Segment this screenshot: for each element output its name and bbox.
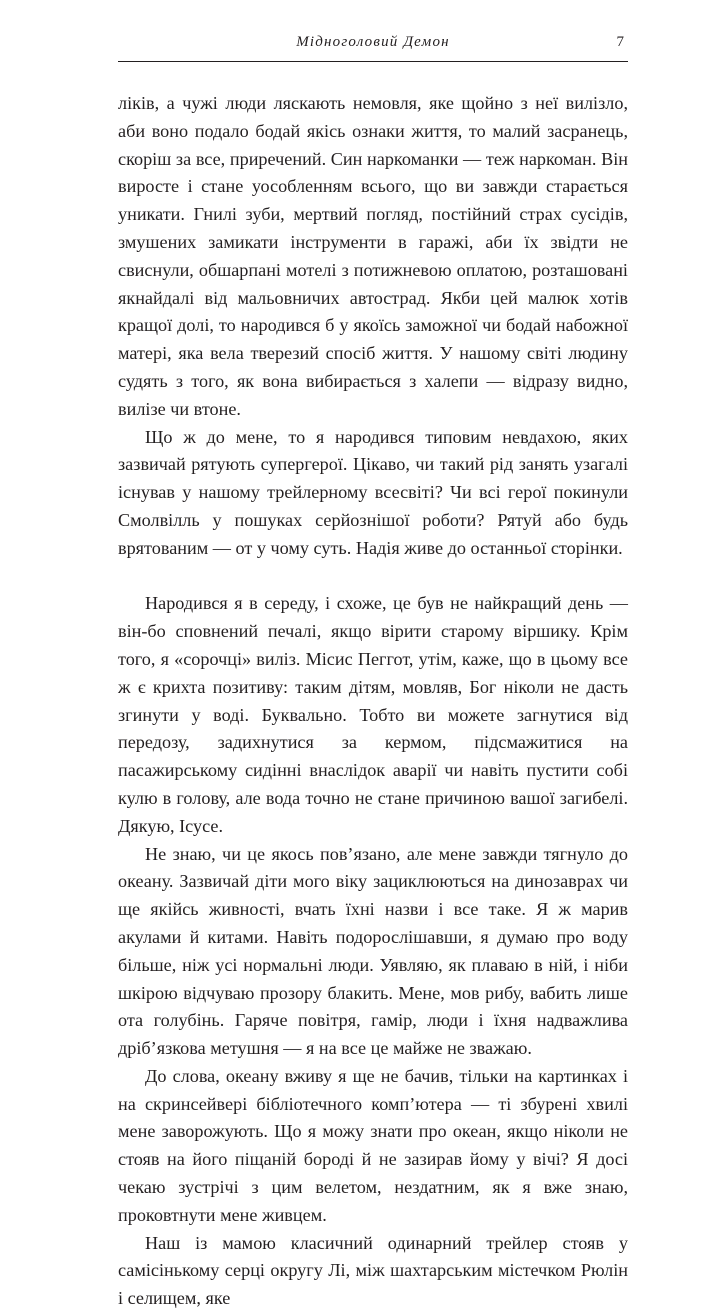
- header-rule: [118, 61, 628, 62]
- page-number: 7: [616, 34, 624, 50]
- paragraph: Народився я в середу, і схоже, це був не найкращий день — він-бо сповнений печалі, якщо вірити старому віршику. Крім того, я «сорочці» виліз. Місис Пеггот, утім, каже, що в цьому все ж є крихта позитиву: таким дітям, мовляв, Бог ніколи не дасть згинути у воді. Буквально. Тобто ви можете загнутися від передозу, задихнутися за кермом, підсмажитися на пасажирському сидінні внаслідок аварії чи навіть пустити собі кулю в голову, але вода точно не стане причиною вашої загибелі. Дякую, Ісусе.: [118, 593, 628, 836]
- paragraph: Не знаю, чи це якось пов’язано, але мене завжди тягнуло до океану. Зазвичай діти мого віку зациклюються на динозаврах чи ще якійсь живності, вчать їхні назви і все таке. Я ж марив акулами й китами. Навіть подорослішавши, я думаю про воду більше, ніж усі нормальні люди. Уявляю, як плаваю в ній, і ніби шкірою відчуваю прозору блакить. Мене, мов рибу, вабить лише ота голубінь. Гаряче повітря, гамір, люди і їхня надважлива дріб’язкова метушня — я на все це майже не зважаю.: [118, 843, 628, 1059]
- body-text: [118, 90, 628, 1313]
- paragraph: До слова, океану вживу я ще не бачив, тільки на картинках і на скринсейвері бібліотечного комп’ютера — ті збурені хвилі мене заворожують. Що я можу знати про океан, якщо ніколи не стояв на його піщаній бороді й не зазирав йому у вічі? Я досі чекаю зустрічі з цим велетом, нездатним, як я вже знаю, проковтнути мене живцем.: [118, 1065, 628, 1225]
- paragraph: Наш із мамою класичний одинарний трейлер стояв у самісінькому серці округу Лі, між шахтарським містечком Рюлін і селищем, яке: [118, 1232, 628, 1309]
- paragraph: ліків, а чужі люди ляскають немовля, яке щойно з неї вилізло, аби воно подало бодай якісь ознаки життя, то малий засранець, скоріш за все, приречений. Син наркоманки — теж наркоман. Він виросте і стане уособленням всього, що ви завжди старається уникати. Гнилі зуби, мертвий погляд, постійний страх сусідів, змушених замикати інструменти в гаражі, аби їх звідти не свиснули, обшарпані мотелі з потижневою оплатою, розташовані якнайдалі від мальовничих автострад. Якби цей малюк хотів кращої долі, то народився б у якоїсь заможної чи бодай набожної матері, яка вела тверезий спосіб життя. У нашому світі людину судять з того, як вона вибирається з халепи — відразу видно, вилізе чи втоне.: [118, 93, 628, 419]
- running-head: [118, 34, 628, 58]
- running-title: Мідноголовий Демон: [296, 34, 450, 50]
- paragraph: Що ж до мене, то я народився типовим невдахою, яких зазвичай рятують супергерої. Цікаво, чи такий рід занять узагалі існував у нашому трейлерному всесвіті? Чи всі герої покинули Смолвілль у пошуках серйознішої роботи? Рятуй або будь врятованим — от у чому суть. Надія живе до останньої сторінки.: [118, 426, 628, 558]
